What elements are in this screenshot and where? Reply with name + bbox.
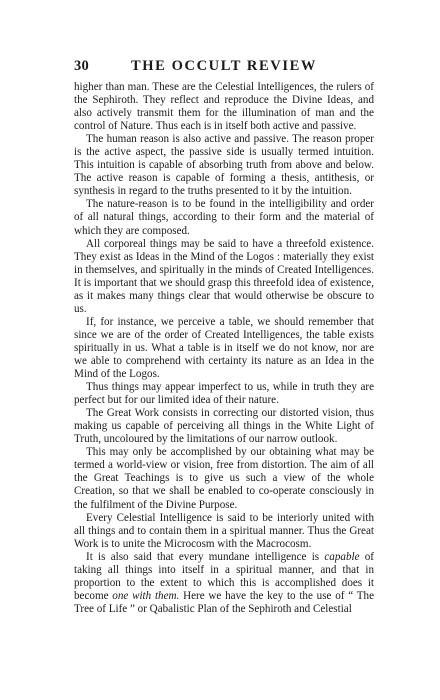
paragraph-3: The nature-reason is to be found in the intelligibility and order of all natural things, according to their form and the material of which they are composed. bbox=[74, 198, 374, 237]
paragraph-10 bbox=[74, 551, 374, 616]
paragraph-10-text-b: of taking all things into itself in a spiritual manner, and that in proportion to the extent to which this is accomplished does it become bbox=[74, 550, 375, 602]
paragraph-10-text-c: Here we have the key to the use of “ The Tree of Life ” or Qabalistic Plan of the Sephiroth and Celestial bbox=[74, 589, 374, 615]
running-head: THE OCCULT REVIEW bbox=[131, 58, 317, 74]
paragraph-10-text-a: It is also said that every mundane intelligence is bbox=[86, 550, 325, 563]
page-header bbox=[74, 58, 374, 78]
paragraph-4: All corporeal things may be said to have a threefold existence. They exist as Ideas in the Mind of the Logos : materially they exist in themselves, and spiritually in the minds of Created Intelligences. It is important that we should grasp this threefold idea of existence, as it makes many things clear that would otherwise be obscure to us. bbox=[74, 237, 374, 315]
body-text bbox=[74, 81, 374, 616]
paragraph-1: higher than man. These are the Celestial Intelligences, the rulers of the Sephiroth. They reflect and reproduce the Divine Ideas, and also actively transmit them for the illumination of man and the control of Nature. Thus each is in itself both active and passive. bbox=[74, 81, 374, 133]
paragraph-2: The human reason is also active and passive. The reason proper is the active aspect, the passive side is usually termed intuition. This intuition is capable of absorbing truth from above and below. The active reason is capable of forming a thesis, antithesis, or synthesis in regard to the truths presented to it by the intuition. bbox=[74, 133, 374, 198]
paragraph-9: Every Celestial Intelligence is said to be interiorly united with all things and to contain them in a spiritual manner. Thus the Great Work is to unite the Microcosm with the Macrocosm. bbox=[74, 511, 374, 550]
page-number: 30 bbox=[74, 58, 89, 74]
paragraph-6: Thus things may appear imperfect to us, while in truth they are perfect but for our limited idea of their nature. bbox=[74, 381, 374, 407]
paragraph-8: This may only be accomplished by our obtaining what may be termed a world-view or vision, free from distortion. The aim of all the Great Teachings is to give us such a view of the whole Creation, so that we shall be enabled to co-operate consciously in the fulfilment of the Divine Purpose. bbox=[74, 446, 374, 511]
paragraph-7: The Great Work consists in correcting our distorted vision, thus making us capable of perceiving all things in the White Light of Truth, uncoloured by the limitations of our narrow outlook. bbox=[74, 407, 374, 446]
paragraph-5: If, for instance, we perceive a table, we should remember that since we are of the order of Created Intelligences, the table exists spiritually in us. What a table is in itself we do not know, nor are we able to comprehend with certainty its nature as an Idea in the Mind of the Logos. bbox=[74, 315, 374, 381]
emphasis-capable: capable bbox=[324, 550, 360, 563]
emphasis-one-with-them: one with them. bbox=[112, 589, 180, 602]
